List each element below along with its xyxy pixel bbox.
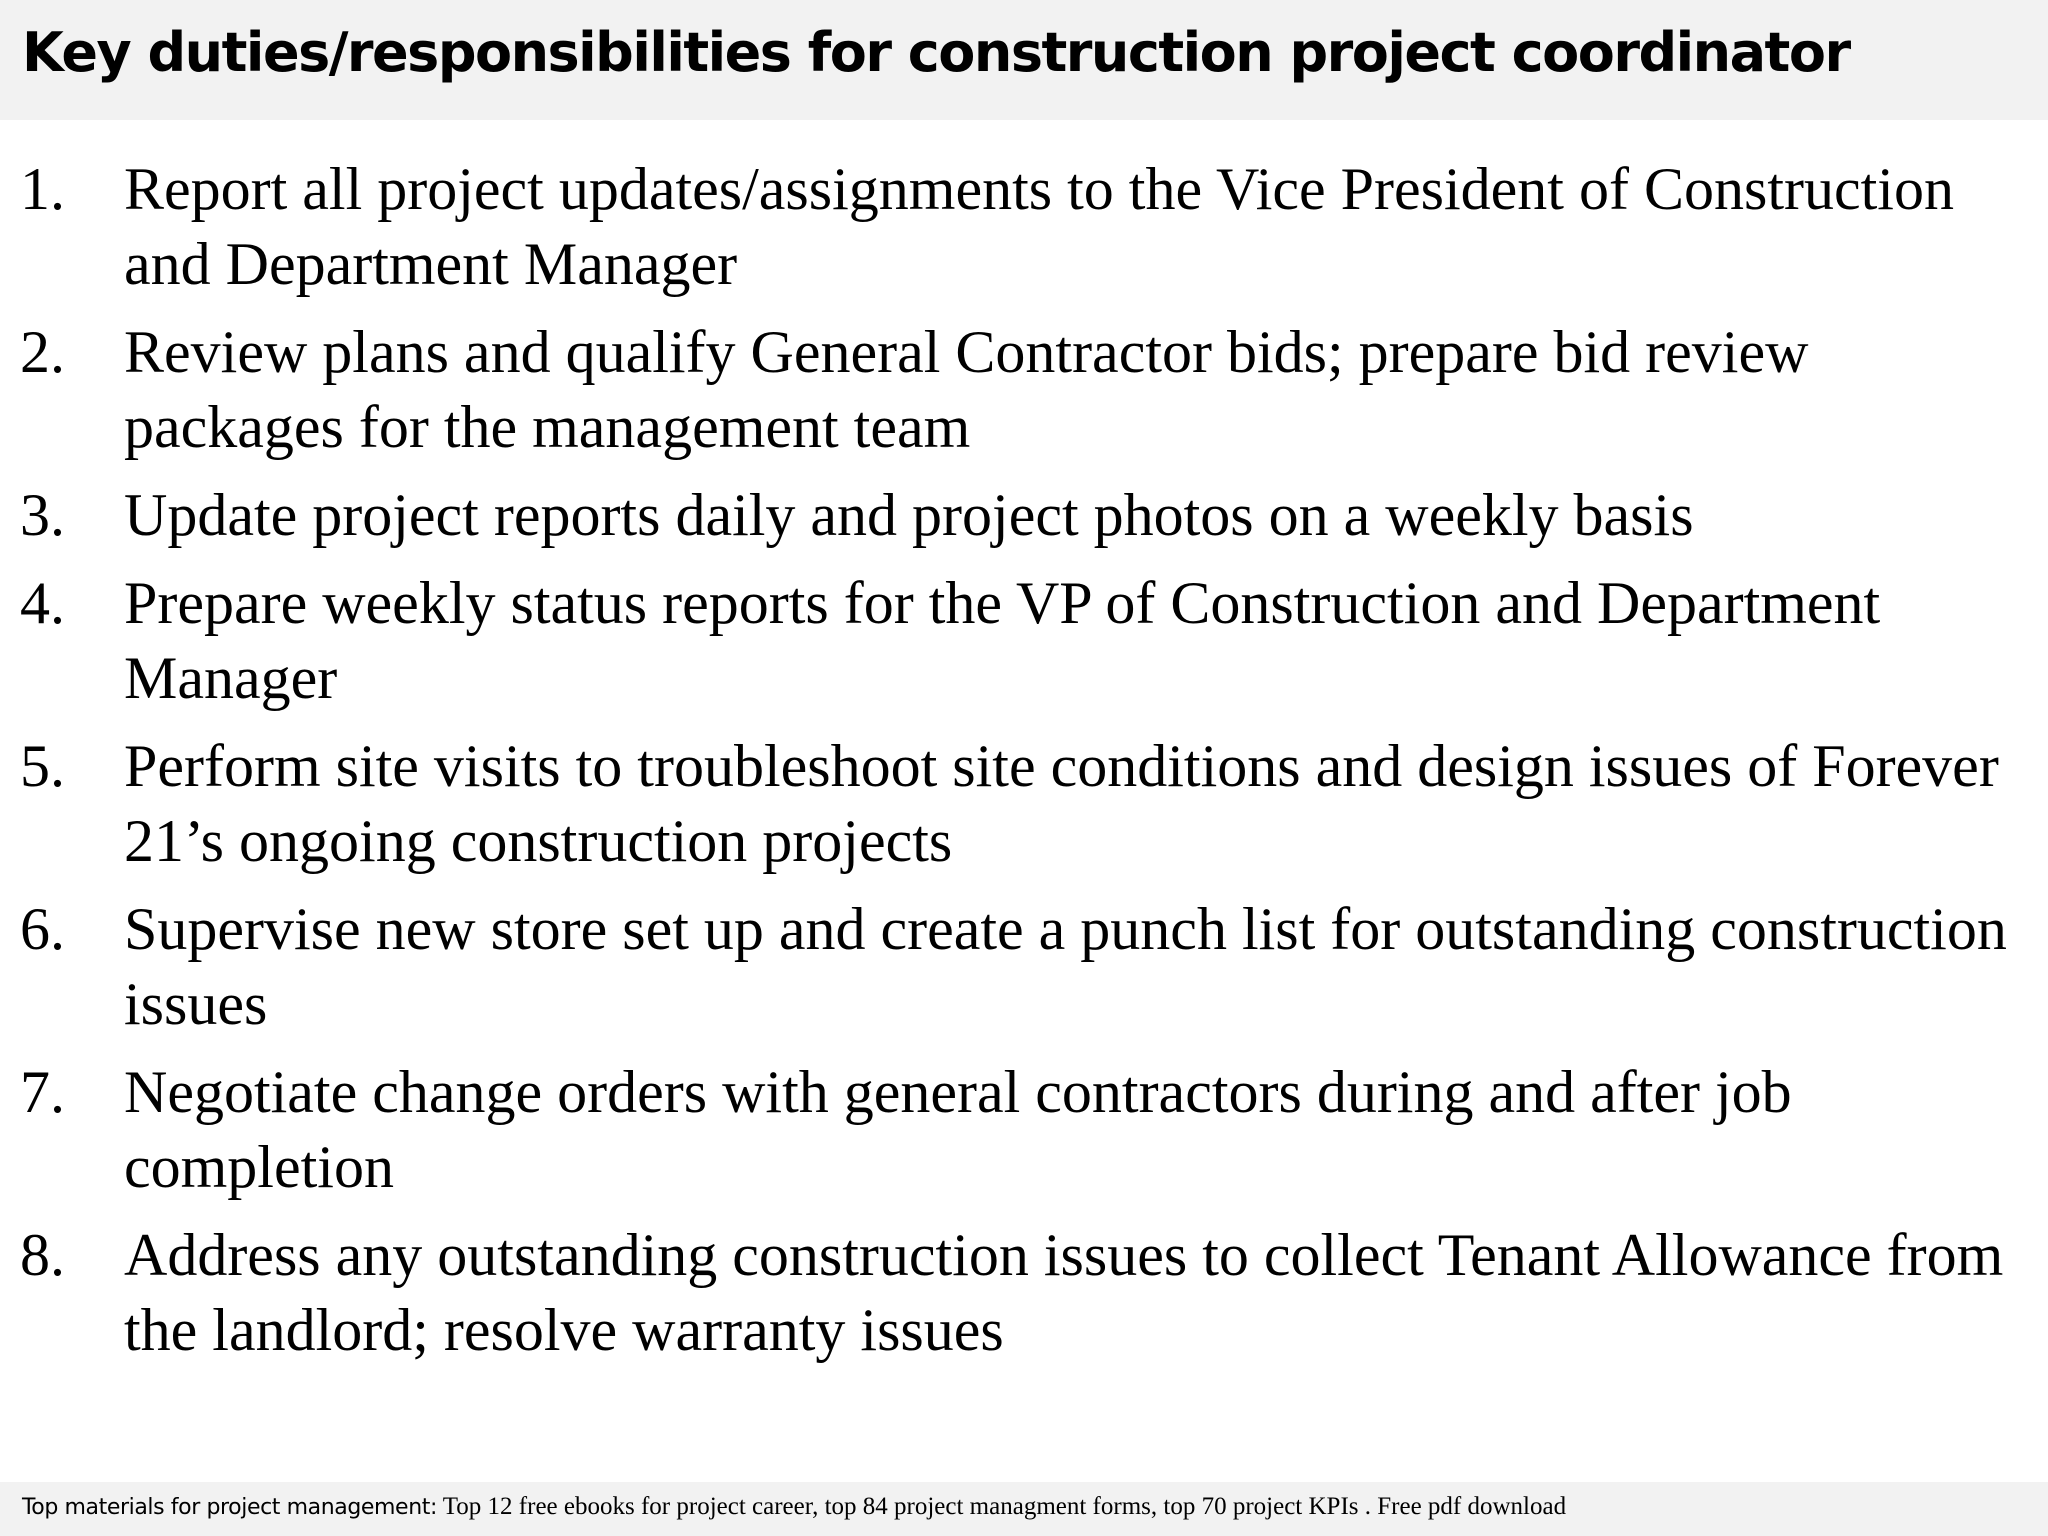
duty-text: Report all project updates/assignments to the Vice President of Construction and Department Manager xyxy=(124,156,1954,297)
duty-item-3 xyxy=(20,478,2020,553)
duty-text: Update project reports daily and project photos on a weekly basis xyxy=(124,482,1694,548)
footer-lead: Top materials for project management: xyxy=(22,1495,437,1520)
footer-note xyxy=(22,1493,1566,1521)
duty-item-5 xyxy=(20,729,2020,879)
duty-item-8 xyxy=(20,1218,2020,1368)
duty-item-6 xyxy=(20,892,2020,1042)
duty-number: 3. xyxy=(20,482,65,548)
footer-rest: Top 12 free ebooks for project career, top 84 project managment forms, top 70 project KPIs . Free pdf download xyxy=(436,1493,1567,1520)
duty-text: Supervise new store set up and create a punch list for outstanding construction issues xyxy=(124,896,2007,1037)
duty-item-7 xyxy=(20,1055,2020,1205)
duty-item-4 xyxy=(20,566,2020,716)
duty-text: Review plans and qualify General Contractor bids; prepare bid review packages for the management team xyxy=(124,319,1809,460)
duty-text: Perform site visits to troubleshoot site conditions and design issues of Forever 21’s ongoing construction projects xyxy=(124,733,1999,874)
duty-number: 4. xyxy=(20,570,65,636)
duty-number: 7. xyxy=(20,1059,65,1125)
duties-list xyxy=(20,152,2020,1381)
duty-item-2 xyxy=(20,315,2020,465)
duty-number: 8. xyxy=(20,1222,65,1288)
slide-title: Key duties/responsibilities for construction project coordinator xyxy=(22,21,1850,84)
duty-number: 6. xyxy=(20,896,65,962)
duty-number: 5. xyxy=(20,733,65,799)
duty-number: 2. xyxy=(20,319,65,385)
duty-text: Prepare weekly status reports for the VP of Construction and Department Manager xyxy=(124,570,1881,711)
duty-text: Negotiate change orders with general contractors during and after job completion xyxy=(124,1059,1792,1200)
duty-text: Address any outstanding construction issues to collect Tenant Allowance from the landlord; resolve warranty issues xyxy=(124,1222,2004,1363)
duty-number: 1. xyxy=(20,156,65,222)
duty-item-1 xyxy=(20,152,2020,302)
